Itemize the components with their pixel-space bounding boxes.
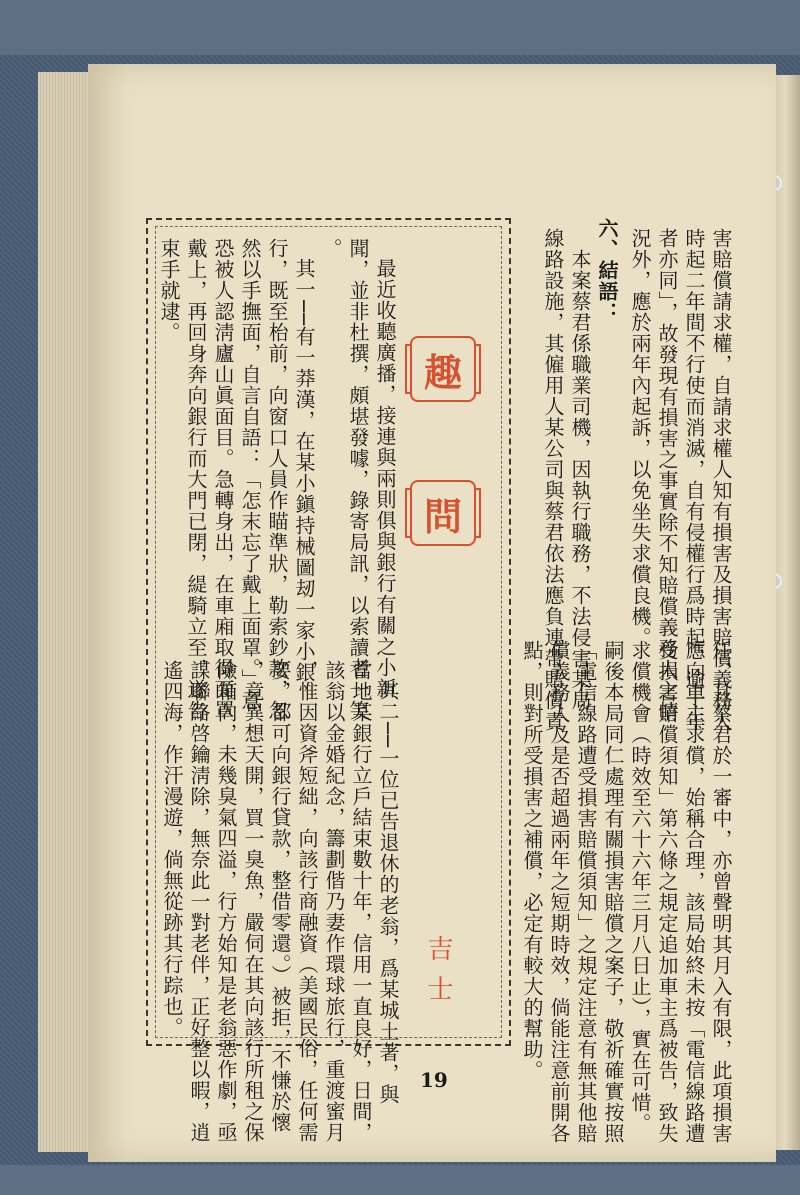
feature-column: 然以手撫面，自言自語：「怎末忘了戴上面罩。」意 xyxy=(238,238,262,711)
article-column: 嗣後本局同仁處理有關損害賠償之案子，敬祈確實按照 xyxy=(601,640,625,1144)
feature-column: 聞，並非杜撰，頗堪發噱，錄寄局訊，以索讀者一笑 xyxy=(346,238,370,721)
feature-column: 遙四海，作汗漫遊，倘無從跡其行踪也。 xyxy=(160,660,184,1038)
article-column: 況外，應於兩年內起訴，以免坐失求償良機。 xyxy=(628,228,652,648)
feature-column: 謀聯絡啓鑰淸除，無奈此一對老伴，正好整以暇，逍 xyxy=(187,660,211,1143)
feature-column: 行，既至枱前，向窗口人員作瞄準狀，勒索鈔款，忽 xyxy=(265,238,289,721)
page-edges xyxy=(38,72,90,1152)
feature-column: 險箱內，未幾臭氣四溢，行方始知是老翁惡作劇，亟 xyxy=(214,660,238,1143)
article-column: 線路設施，其僱用人某公司與蔡君依法應負連帶賠償責 xyxy=(541,228,565,732)
title-seal: 問 xyxy=(410,480,476,546)
feature-column: 該翁以金婚紀念，籌劃偕乃妻作環球旅行，重渡蜜月 xyxy=(322,660,346,1143)
title-seal: 趣 xyxy=(410,336,476,402)
page-number: 19 xyxy=(420,1068,448,1092)
article-column: 時起二年間不行使而消滅，自有侵權行爲時起，逾十年 xyxy=(682,228,706,732)
article-column: 求償機會（時效至六十六年三月八日止），實在可惜。 xyxy=(628,640,652,1134)
article-column: 應向車主求償，始稱合理，該局始終未按「電信線路遭 xyxy=(682,640,706,1144)
feature-column: 。 xyxy=(319,238,343,259)
feature-column: ，竟異想天開，買一臭魚，嚴伺在其向該行所租之保 xyxy=(241,660,265,1143)
feature-column: 束手就逮。 xyxy=(157,238,181,343)
feature-column: 其一──有一莽漢，在某小鎭持械圖刼一家小銀 xyxy=(292,258,316,684)
feature-column: 最近收聽廣播，接連與兩則俱與銀行有關之小新 xyxy=(373,258,397,699)
article-column: 點，則對所受損害之補償，必定有較大的幫助。 xyxy=(520,640,544,1081)
feature-column: 其二──一位已告退休的老翁，爲某城土著，與 xyxy=(376,680,400,1106)
author-name: 吉士 xyxy=(423,935,453,1015)
article-column: 害賠償請求權，自請求權人知有損害及損害賠償義務人 xyxy=(709,228,733,732)
article-column: 「電信線路遭受損害賠償須知」之規定注意有無其他賠 xyxy=(574,640,598,1144)
feature-column: 要，都可向銀行貸款，整借零還。）被拒，不慊於懷 xyxy=(268,660,292,1133)
feature-column: ，惟因資斧短絀，向該行商融資（美國民俗，任何需 xyxy=(295,660,319,1143)
article-column: 本案蔡君係職業司機，因執行職務，不法侵害某局 xyxy=(568,228,592,711)
section-heading: 六、結語： xyxy=(595,218,619,323)
article-column: 任，且蔡君於一審中，亦曾聲明其月入有限，此項損害 xyxy=(709,640,733,1144)
article-column: 受損害賠償須知」第六條之規定追加車主爲被告，致失 xyxy=(655,640,679,1144)
feature-column: 當地某銀行立戶結束數十年，信用一直良好，日間， xyxy=(349,660,373,1143)
article-column: 償義務人及是否超過兩年之短期時效，倘能注意前開各 xyxy=(547,640,571,1144)
feature-column: 恐被人認淸廬山眞面目。急轉身出，在車廂取得面罩 xyxy=(211,238,235,721)
feature-column: 戴上，再回身奔向銀行而大門已閉，緹騎立至，遂告 xyxy=(184,238,208,721)
article-column: 者亦同」，故發現有損害之事實除不知賠償義務人之情 xyxy=(655,228,679,722)
